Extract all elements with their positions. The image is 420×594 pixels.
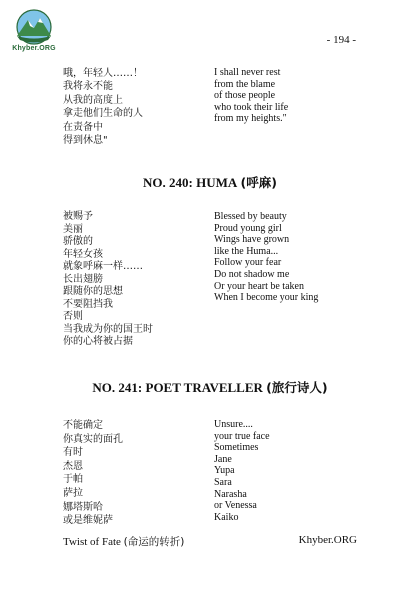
poem-line: 否则 (63, 311, 83, 322)
poem-line: of those people (214, 90, 276, 102)
poem-line: like the Huma... (214, 245, 279, 257)
poem-241-english (214, 419, 270, 523)
poem-240-chinese (63, 211, 153, 349)
poem-line: 娜塔斯哈 (63, 501, 103, 513)
poem-line: 骄傲的 (63, 236, 93, 247)
poem-line: 被赐予 (63, 211, 93, 222)
poem-line: I shall never rest (214, 67, 281, 78)
poem-line: 有时 (63, 447, 83, 459)
poem-240-heading (0, 173, 420, 191)
poem-line: your true face (214, 430, 270, 442)
poem-line: 得到休息" (63, 135, 108, 147)
heading-chinese: (旅行诗人) (266, 380, 328, 395)
poem-line: 在责备中 (63, 121, 103, 133)
poem-line: Sara (214, 476, 232, 488)
footer-title-english: Twist of Fate (63, 536, 124, 548)
poem-line: 跟随你的思想 (63, 286, 123, 297)
poem-prev-chinese (63, 67, 143, 147)
poem-line: 就象呼麻一样…… (63, 261, 143, 272)
poem-line: Proud young girl (214, 222, 282, 234)
poem-prev-english (214, 67, 288, 125)
mountain-logo-icon (8, 8, 60, 46)
heading-chinese: (呼麻) (240, 175, 277, 190)
logo-text: Khyber.ORG (12, 45, 56, 52)
poem-line: Wings have grown (214, 234, 290, 246)
poem-line: 美丽 (63, 223, 83, 235)
poem-line: 你的心将被占据 (63, 336, 133, 347)
poem-line: 从我的高度上 (63, 94, 123, 106)
poem-line: 长出翅膀 (63, 273, 103, 285)
khyber-logo (8, 8, 60, 54)
poem-line: Jane (214, 453, 232, 465)
page-number: - 194 - (326, 34, 356, 46)
poem-line: 于帕 (63, 474, 83, 486)
poem-line: 或是维妮萨 (63, 515, 113, 527)
poem-line: 拿走他们生命的人 (63, 108, 143, 120)
poem-line: Blessed by beauty (214, 211, 287, 222)
poem-line: 杰恩 (63, 460, 83, 472)
poem-line: from my heights." (214, 113, 287, 125)
poem-line: Sometimes (214, 442, 259, 454)
poem-line: Do not shadow me (214, 268, 290, 280)
poem-240-english (214, 211, 318, 304)
poem-line: or Venessa (214, 500, 257, 512)
footer-site-name: Khyber.ORG (298, 534, 357, 546)
poem-line: 我将永不能 (63, 81, 113, 93)
poem-line: 不要阻挡我 (63, 298, 113, 310)
heading-number: NO. 241: (92, 380, 146, 395)
poem-line: Or your heart be taken (214, 280, 304, 292)
poem-line: Unsure.... (214, 419, 253, 430)
poem-241-heading (0, 378, 420, 396)
heading-title: POET TRAVELLER (145, 380, 263, 395)
poem-line: 不能确定 (63, 420, 103, 431)
poem-line: When I become your king (214, 292, 319, 304)
footer-title-chinese: (命运的转折) (123, 536, 185, 548)
footer-book-title (63, 534, 184, 549)
poem-line: 萨拉 (63, 487, 83, 499)
poem-line: 你真实的面孔 (63, 433, 123, 445)
poem-line: 当我成为你的国王时 (63, 323, 153, 335)
poem-line: Yupa (214, 465, 235, 477)
poem-line: Narasha (214, 488, 247, 500)
heading-number: NO. 240: (143, 175, 197, 190)
heading-title: HUMA (196, 175, 238, 190)
poem-241-chinese (63, 419, 123, 528)
poem-line: who took their life (214, 101, 289, 113)
poem-line: 哦，年轻人……！ (63, 68, 143, 79)
poem-line: Kaiko (214, 511, 239, 523)
poem-line: 年轻女孩 (63, 248, 103, 260)
poem-line: Follow your fear (214, 257, 282, 269)
poem-line: from the blame (214, 78, 276, 90)
